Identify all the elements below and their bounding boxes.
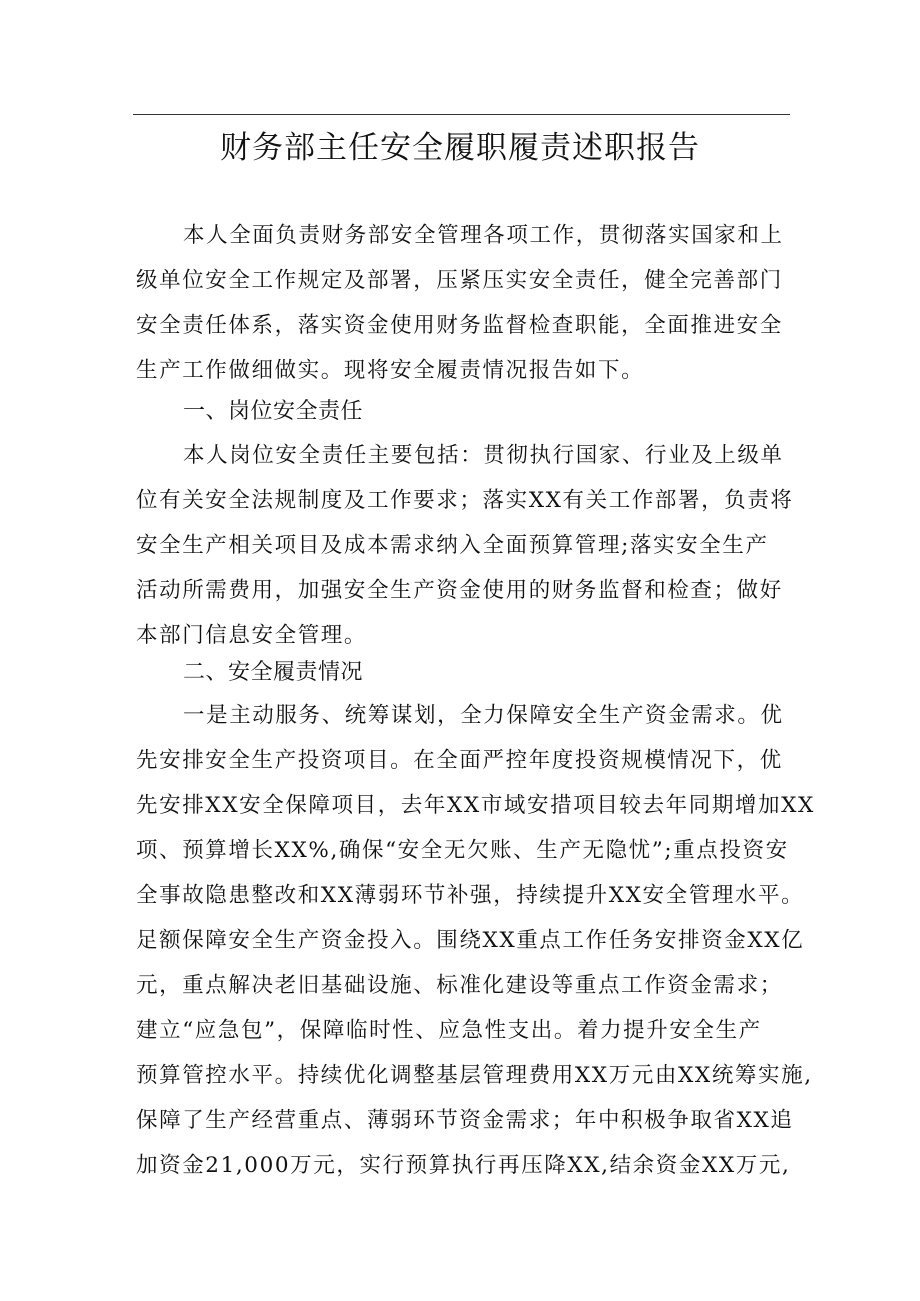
section2-line: 先安排安全生产投资项目。在全面严控年度投资规模情况下，优	[136, 748, 783, 773]
header-rule	[133, 114, 790, 115]
intro-line: 安全责任体系，落实资金使用财务监督检查职能，全面推进安全	[136, 313, 783, 338]
section-heading-1: 一、岗位安全责任	[183, 399, 364, 424]
section-heading-2: 二、安全履责情况	[183, 660, 364, 685]
section2-line: 加资金21,000万元，实行预算执行再压降XX,结余资金XX万元,	[136, 1153, 791, 1178]
section2-line: 保障了生产经营重点、薄弱环节资金需求；年中积极争取省XX追	[136, 1108, 794, 1133]
intro-line: 本人全面负责财务部安全管理各项工作，贯彻落实国家和上	[183, 223, 784, 248]
section2-line: 预算管控水平。持续优化调整基层管理费用XX万元由XX统筹实施,	[136, 1063, 813, 1088]
section2-line: 先安排XX安全保障项目，去年XX市域安措项目较去年同期增加XX	[136, 793, 815, 818]
section2-line: 足额保障安全生产资金投入。围绕XX重点工作任务安排资金XX亿	[136, 928, 805, 953]
section1-line: 安全生产相关项目及成本需求纳入全面预算管理;落实安全生产	[136, 533, 769, 558]
section2-line: 全事故隐患整改和XX薄弱环节补强，持续提升XX安全管理水平。	[136, 883, 805, 908]
section2-line: 项、预算增长XX%,确保“安全无欠账、生产无隐忧”;重点投资安	[136, 838, 789, 863]
section1-line: 活动所需费用，加强安全生产资金使用的财务监督和检查；做好	[136, 578, 783, 603]
intro-line: 生产工作做细做实。现将安全履责情况报告如下。	[136, 358, 645, 383]
section1-line: 本部门信息安全管理。	[136, 623, 368, 648]
section1-line: 位有关安全法规制度及工作要求；落实XX有关工作部署，负责将	[136, 488, 794, 513]
section1-line: 本人岗位安全责任主要包括：贯彻执行国家、行业及上级单	[183, 443, 784, 468]
section2-line: 建立“应急包”，保障临时性、应急性支出。着力提升安全生产	[136, 1018, 762, 1043]
section2-line: 元，重点解决老旧基础设施、标准化建设等重点工作资金需求；	[136, 973, 783, 998]
section2-line: 一是主动服务、统筹谋划，全力保障安全生产资金需求。优	[183, 703, 784, 728]
document-title: 财务部主任安全履职履责述职报告	[220, 130, 700, 166]
intro-line: 级单位安全工作规定及部署，压紧压实安全责任，健全完善部门	[136, 268, 783, 293]
